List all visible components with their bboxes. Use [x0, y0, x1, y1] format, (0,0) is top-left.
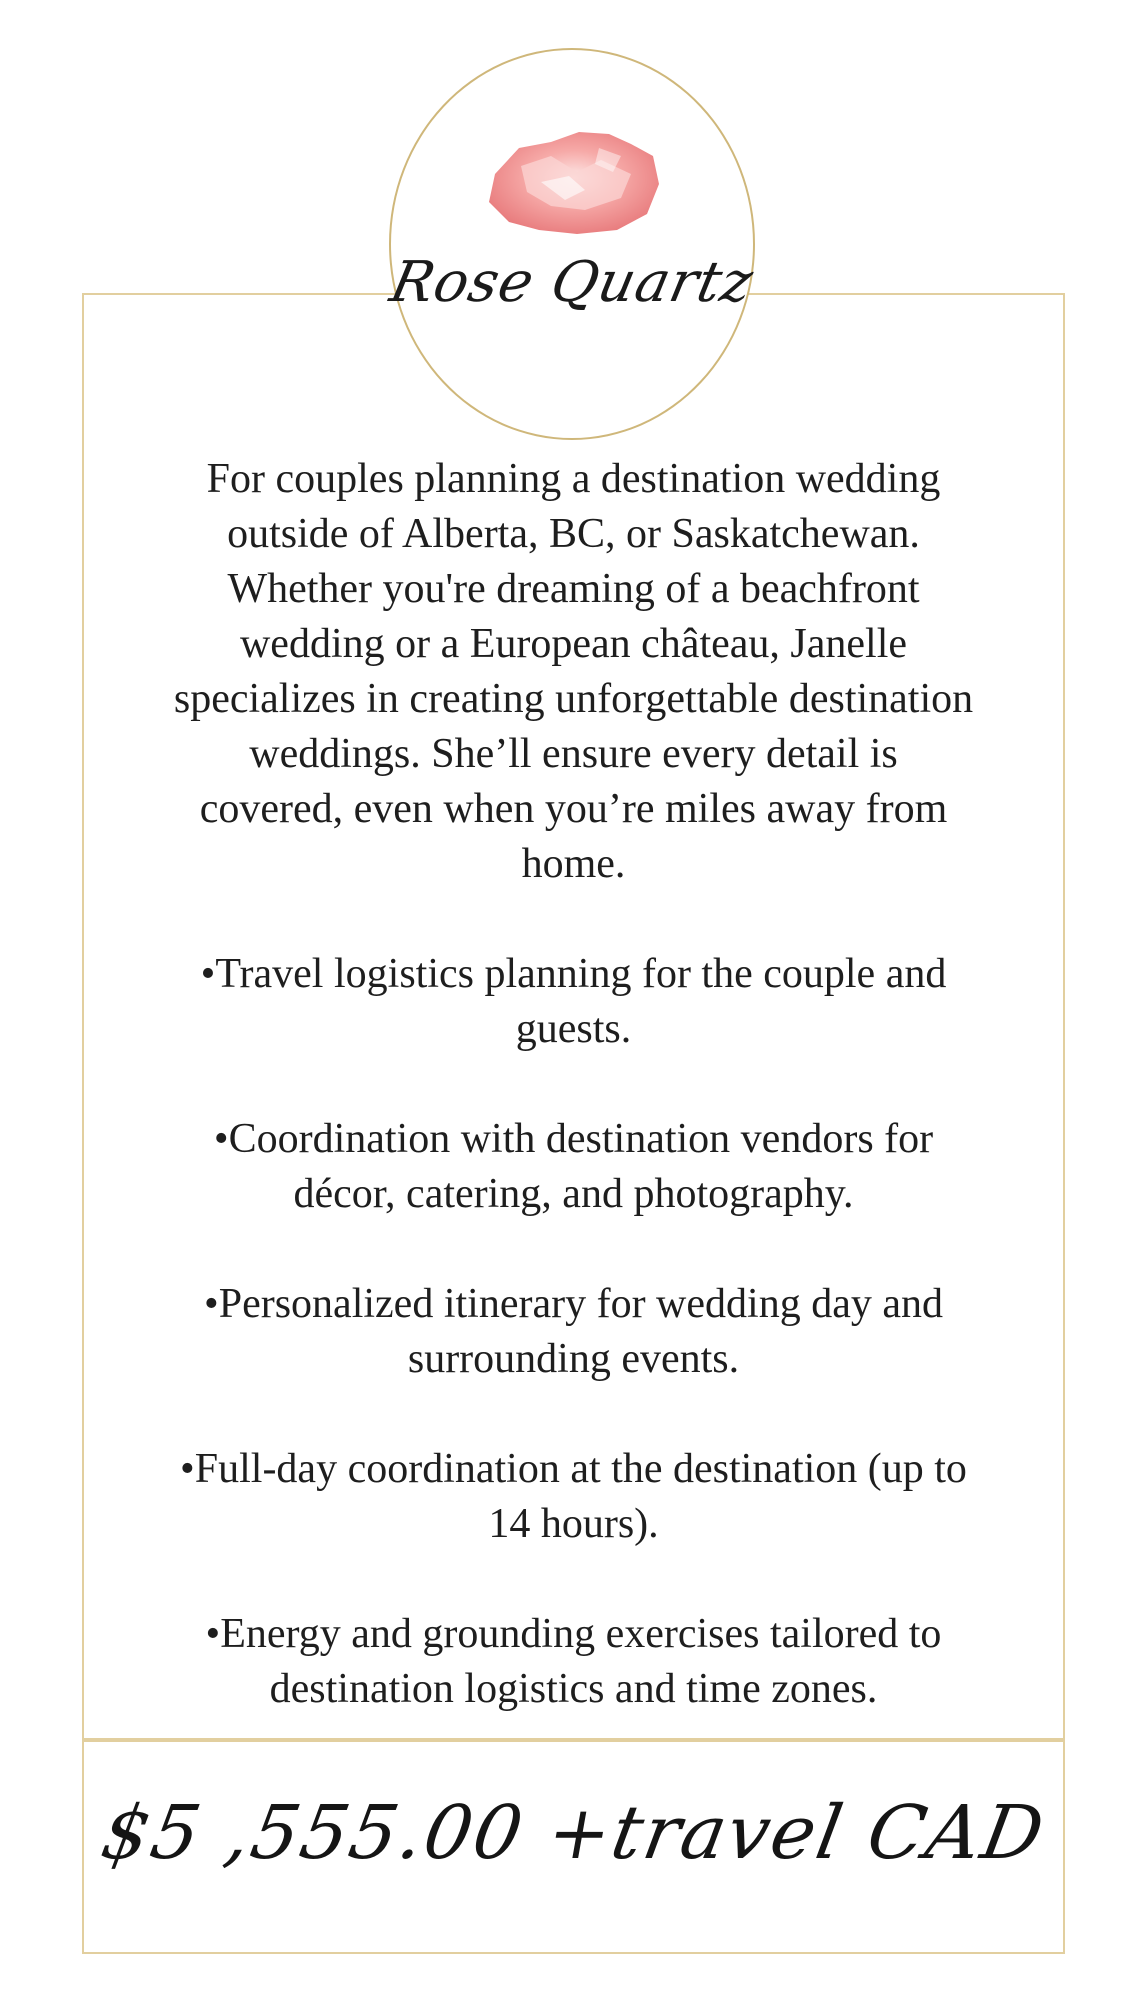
- price-divider: [82, 1738, 1065, 1742]
- package-description: For couples planning a destination wedding outside of Alberta, BC, or Saskatchewan. Whether you're dreaming of a beachfront wedding or a European château, Janelle specializes in creating unforgettable destination weddings. She’ll ensure every detail is covered, even when you’re miles away from home.: [173, 456, 974, 887]
- rose-quartz-stone-image: [481, 126, 663, 236]
- feature-item: •Coordination with destination vendors for décor, catering, and photography.: [213, 1116, 934, 1217]
- feature-item: •Personalized itinerary for wedding day and surrounding events.: [204, 1281, 943, 1382]
- feature-item: •Energy and grounding exercises tailored to destination logistics and time zones.: [205, 1611, 942, 1712]
- crystal-name: Rose Quartz: [384, 250, 760, 315]
- feature-item: •Travel logistics planning for the couple and guests.: [200, 951, 947, 1052]
- package-price: $5 ,555.00 +travel CAD: [95, 1790, 1052, 1876]
- package-details: [82, 452, 1065, 1717]
- crystal-medallion: [384, 48, 760, 440]
- feature-item: •Full-day coordination at the destination (up to 14 hours).: [180, 1446, 967, 1547]
